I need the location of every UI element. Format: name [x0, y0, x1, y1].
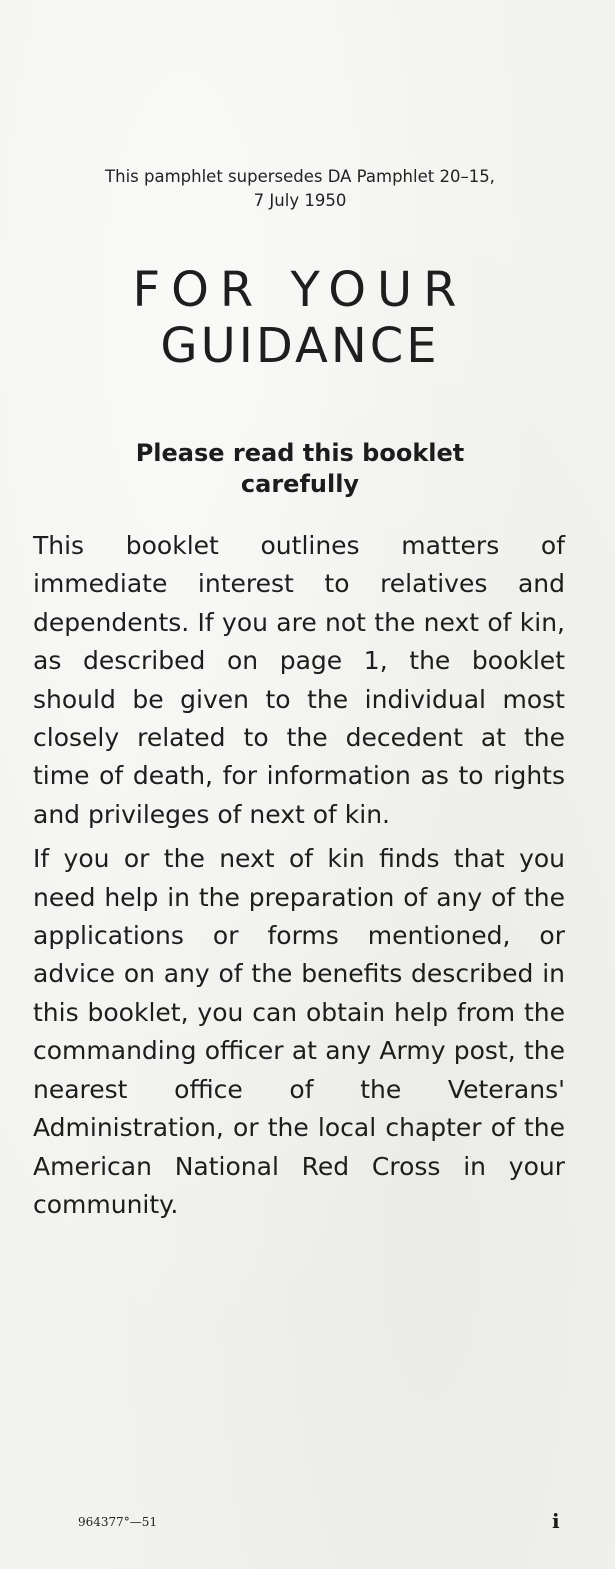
page-title — [0, 262, 600, 374]
supersedes-line-1: This pamphlet supersedes DA Pamphlet 20–15, — [105, 167, 495, 186]
subtitle-line-2: carefully — [240, 470, 360, 498]
title-line-1: FOR YOUR — [132, 262, 468, 318]
supersedes-notice — [0, 165, 600, 213]
body-paragraph-2: If you or the next of kin finds that you need help in the preparation of any of the applications or forms mentioned, or advice on any of the benefits described in this booklet, you can obtain help from the commanding officer at any Army post, the nearest office of the Veterans' Administration, or the local chapter of the American National Red Cross in your community. — [33, 844, 565, 1219]
subtitle — [0, 438, 600, 500]
body-text — [33, 527, 565, 1224]
print-code: 964377°—51 — [78, 1515, 158, 1529]
page-number: i — [552, 1509, 560, 1533]
title-line-2: GUIDANCE — [160, 318, 440, 374]
subtitle-line-1: Please read this booklet — [135, 439, 465, 467]
supersedes-line-2: 7 July 1950 — [253, 191, 347, 210]
body-paragraph-1: This booklet outlines matters of immediate interest to relatives and dependents. If you are not the next of kin, as described on page 1, the booklet should be given to the individual most closely related to the decedent at the time of death, for information as to rights and privileges of next of kin. — [33, 531, 565, 829]
